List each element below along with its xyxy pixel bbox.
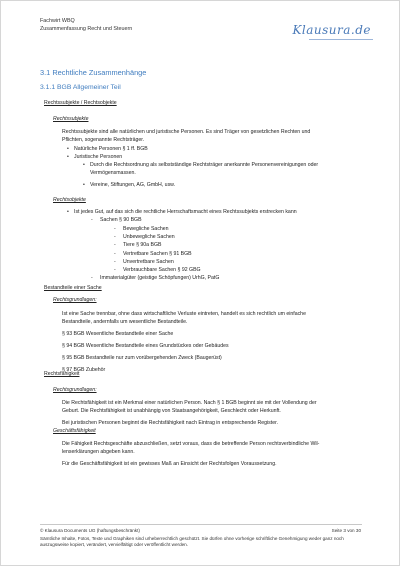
heading-rechtsobjekte: Rechtsobjekte (53, 197, 86, 203)
logo-underline (309, 39, 373, 40)
footer-divider (40, 524, 362, 525)
paragraph-line: lenserklärungen abgeben kann. (62, 449, 135, 455)
paragraph-line: Geburt. Die Rechtsfähigkeit ist unabhängig von Staatsangehörigkeit, Geschlecht oder Herkunft. (62, 408, 281, 414)
list-item: • Natürliche Personen § 1 ff. BGB (74, 146, 148, 153)
paragraph-line: Pflichten, sogenannte Rechtsträger. (62, 137, 145, 143)
heading-geschaeftsfaehigkeit: Geschäftsfähigkeit (53, 428, 96, 434)
paragraph-line: § 95 BGB Bestandteile nur zum vorübergehenden Zweck (Baugerüst) (62, 355, 222, 361)
paragraph-line: Rechtssubjekte sind alle natürlichen und juristische Personen. Es sind Träger von gesetzlichen Rechten und (62, 129, 311, 135)
paragraph-line: § 97 BGB Zubehör (62, 367, 106, 373)
paragraph-line: § 93 BGB Wesentliche Bestandteile einer Sache (62, 331, 174, 337)
footer-copyright: © Klausura Documents UG (haftungsbeschränkt) (40, 528, 140, 533)
header-course: Fachwirt WBQ (40, 18, 75, 24)
paragraph-line: Bei juristischen Personen beginnt die Rechtsfähigkeit nach Eintrag in entsprechende Register. (62, 420, 278, 426)
heading-rechtssubjekte: Rechtssubjekte (53, 116, 89, 122)
paragraph-line: Die Rechtsfähigkeit ist ein Merkmal einer natürlichen Person. Nach § 1 BGB beginnt sie mit der Vollendung der (62, 400, 317, 406)
subsection-heading: 3.1.1 BGB Allgemeiner Teil (40, 84, 121, 91)
list-item: - Immaterialgüter (geistige Schöpfungen) UrhG, PatG (100, 275, 219, 282)
footer-legal-note: auszugsweise kopiert, verändert, vervielfältigt oder veröffentlicht werden. (40, 542, 189, 547)
footer-page-number: Seite 3 von 30 (331, 528, 361, 533)
list-item: - Bewegliche Sachen (123, 226, 169, 233)
topic-heading-rechtssubjekte-objekte: Rechtssubjekte / Rechtsobjekte (44, 100, 117, 106)
list-item: • Juristische Personen (74, 154, 122, 161)
paragraph-line: Bestandteile, andernfalls um wesentliche Bestandteile. (62, 319, 188, 325)
paragraph-line: § 94 BGB Wesentliche Bestandteile eines Grundstückes oder Gebäudes (62, 343, 229, 349)
footer-legal-note: Sämtliche Inhalte, Fotos, Texte und Graphiken sind urheberrechtlich geschützt. Sie dürfen ohne vorherige schriftliche Genehmigung weder ganz noch (40, 536, 344, 541)
list-item: - Verbrauchbare Sachen § 92 GBG (123, 267, 201, 274)
list-item-continuation: Vermögensmassen. (90, 170, 136, 176)
section-heading: 3.1 Rechtliche Zusammenhänge (40, 68, 147, 77)
list-item: • Durch die Rechtsordnung als selbstständige Rechtsträger anerkannte Personenvereinigungen oder (90, 162, 318, 169)
paragraph-line: Für die Geschäftsfähigkeit ist ein gewisses Maß an Einsicht der Rechtsfolgen Voraussetzung. (62, 461, 277, 467)
klausura-logo: Klausura.de (292, 23, 371, 37)
list-item: - Tiere § 90a BGB (123, 242, 161, 249)
list-item: • Ist jedes Gut, auf das sich die rechtliche Herrschaftsmacht eines Rechtssubjekts erstrecken kann (74, 209, 297, 216)
list-item: - Unbewegliche Sachen (123, 234, 175, 241)
list-item: - Unvertretbare Sachen (123, 259, 174, 266)
list-item: • Vereine, Stiftungen, AG, GmbH, usw. (90, 182, 175, 189)
header-subject: Zusammenfassung Recht und Steuern (40, 26, 133, 32)
topic-heading-rechtsfaehigkeit: Rechtsfähigkeit (44, 371, 80, 377)
list-item: - Vertretbare Sachen § 91 BGB (123, 251, 192, 258)
paragraph-line: Die Fähigkeit Rechtsgeschäfte abzuschließen, setzt voraus, dass die betreffende Person rechtsverbindliche Wil- (62, 441, 320, 447)
heading-rechtsgrundlagen: Rechtsgrundlagen: (53, 297, 97, 303)
topic-heading-bestandteile: Bestandteile einer Sache (44, 285, 102, 291)
paragraph-line: Ist eine Sache trennbar, ohne dass wirtschaftliche Verluste eintreten, handelt es sich rechtlich um einfache (62, 311, 306, 317)
list-item: - Sachen § 90 BGB (100, 217, 142, 224)
page-header (40, 17, 132, 33)
heading-rechtsgrundlagen: Rechtsgrundlagen: (53, 387, 97, 393)
